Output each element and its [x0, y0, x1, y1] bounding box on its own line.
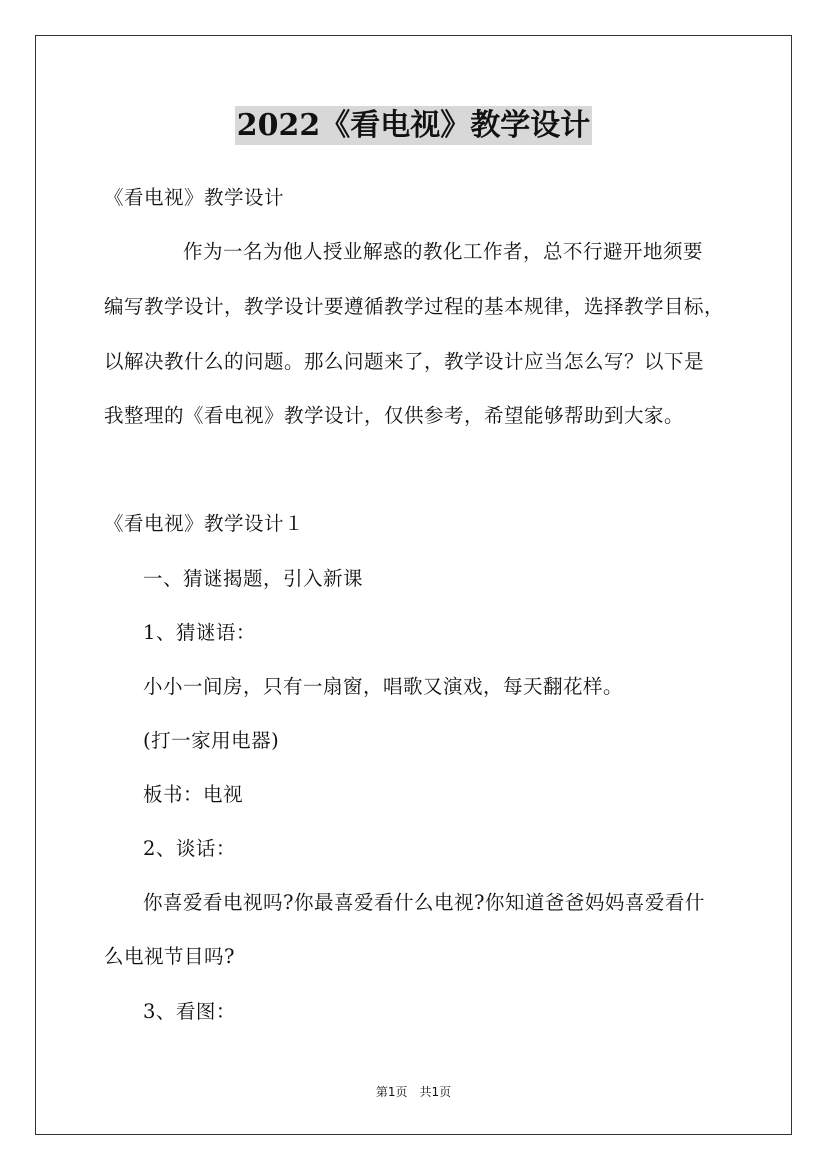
- body-line-3: 小小一间房，只有一扇窗，唱歌又演戏，每天翻花样。: [143, 675, 624, 698]
- body-line-1: 一、猜谜揭题，引入新课: [143, 567, 364, 590]
- body-line-8: 么电视节目吗?: [104, 945, 235, 968]
- subtitle: 《看电视》教学设计: [104, 186, 285, 209]
- body-line-2: 1、猜谜语：: [143, 621, 256, 644]
- body-line-7: 你喜爱看电视吗?你最喜爱看什么电视?你知道爸爸妈妈喜爱看什: [143, 891, 705, 914]
- page-footer: 第1页 共1页: [375, 1085, 452, 1099]
- intro-line-4: 我整理的《看电视》教学设计，仅供参考，希望能够帮助到大家。: [104, 404, 685, 427]
- intro-line-2: 编写教学设计，教学设计要遵循教学过程的基本规律，选择教学目标，: [104, 295, 725, 318]
- intro-line-3: 以解决教什么的问题。那么问题来了，教学设计应当怎么写？以下是: [104, 350, 705, 373]
- document-title-text: 2022《看电视》教学设计: [236, 108, 591, 143]
- body-line-5: 板书：电视: [143, 783, 244, 806]
- intro-line-1: 作为一名为他人授业解惑的教化工作者，总不行避开地须要: [183, 240, 704, 263]
- body-line-9: 3、看图：: [143, 1000, 236, 1023]
- body-line-6: 2、谈话：: [143, 837, 236, 860]
- document-title: [0, 100, 827, 144]
- section-heading: 《看电视》教学设计１: [104, 512, 305, 535]
- body-line-4: (打一家用电器): [143, 729, 280, 752]
